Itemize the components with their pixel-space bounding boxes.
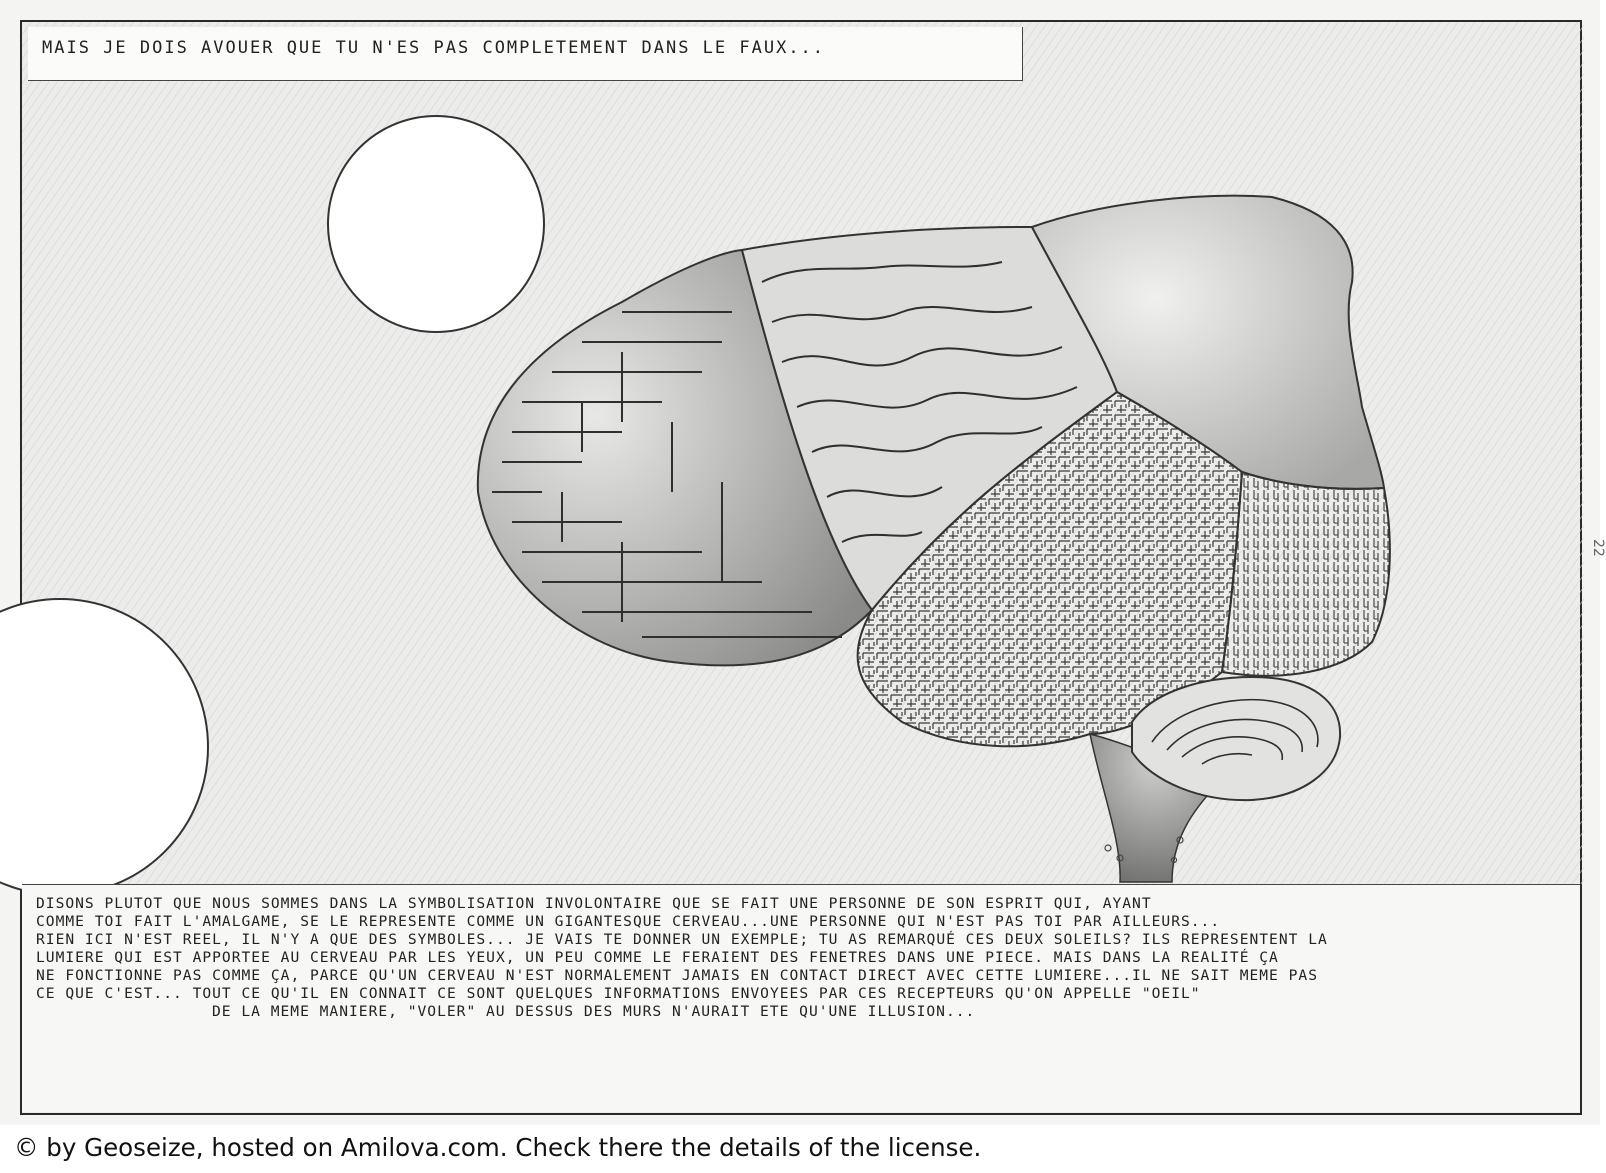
credit-text: © by Geoseize, hosted on Amilova.com. Check there the details of the license. <box>14 1133 982 1162</box>
sun-upper <box>328 116 544 332</box>
credit-bar <box>0 1125 1600 1173</box>
caption-line: NE FONCTIONNE PAS COMME ÇA, PARCE QU'UN CERVEAU N'EST NORMALEMENT JAMAIS EN CONTACT DIRECT AVEC CETTE LUMIERE...IL NE SAIT MEME PAS <box>36 967 1318 984</box>
caption-line: CE QUE C'EST... TOUT CE QU'IL EN CONNAIT CE SONT QUELQUES INFORMATIONS ENVOYEES PAR CES RECEPTEURS QU'ON APPELLE "OEIL" <box>36 985 1201 1002</box>
page-number: 22 <box>1590 539 1606 557</box>
brain-right-lobe <box>1222 472 1390 676</box>
caption-line: COMME TOI FAIT L'AMALGAME, SE LE REPRESENTE COMME UN GIGANTESQUE CERVEAU...UNE PERSONNE QUI N'EST PAS TOI PAR AILLEURS... <box>36 913 1221 930</box>
top-caption-box: MAIS JE DOIS AVOUER QUE TU N'ES PAS COMPLETEMENT DANS LE FAUX... <box>28 27 1023 81</box>
comic-panel <box>20 20 1582 1115</box>
caption-line: RIEN ICI N'EST REEL, IL N'Y A QUE DES SYMBOLES... JE VAIS TE DONNER UN EXEMPLE; TU AS REMARQUÉ CES DEUX SOLEILS? ILS REPRESENTENT LA <box>36 931 1328 948</box>
bottom-caption-box <box>22 884 1580 1112</box>
caption-line: DE LA MEME MANIERE, "VOLER" AU DESSUS DES MURS N'AURAIT ETE QU'UNE ILLUSION... <box>212 1003 976 1020</box>
caption-line: DISONS PLUTOT QUE NOUS SOMMES DANS LA SYMBOLISATION INVOLONTAIRE QUE SE FAIT UNE PERSONNE DE SON ESPRIT QUI, AYANT <box>36 895 1152 912</box>
caption-line: LUMIERE QUI EST APPORTEE AU CERVEAU PAR LES YEUX, UN PEU COMME LE FERAIENT DES FENETRES DANS UNE PIECE. MAIS DANS LA REALITÉ ÇA <box>36 949 1279 966</box>
